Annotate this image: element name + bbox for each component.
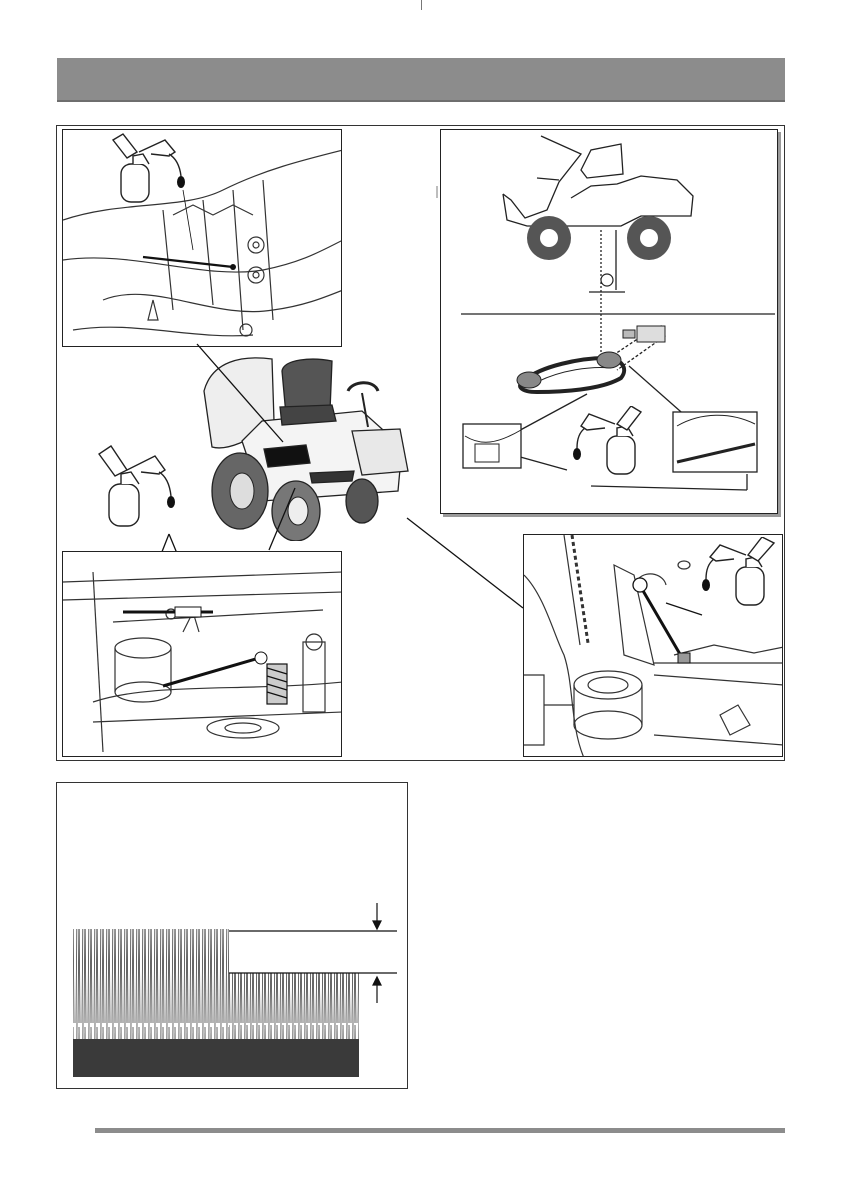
crop-mark-top	[421, 0, 422, 10]
oil-can-icon	[696, 537, 782, 613]
footer-rule	[95, 1128, 785, 1133]
front-linkage-drawing	[63, 552, 342, 757]
grass-height-drawing	[57, 783, 409, 1090]
soil-band	[73, 1039, 359, 1077]
cut-grass	[229, 973, 359, 1041]
lubrication-figure	[56, 125, 785, 761]
inset-rear-pivot-rod	[523, 534, 783, 757]
section-header-band	[57, 58, 785, 100]
tall-grass	[73, 929, 229, 1041]
cutting-height-figure	[56, 782, 408, 1089]
inset-front-linkage-rods	[62, 551, 342, 757]
